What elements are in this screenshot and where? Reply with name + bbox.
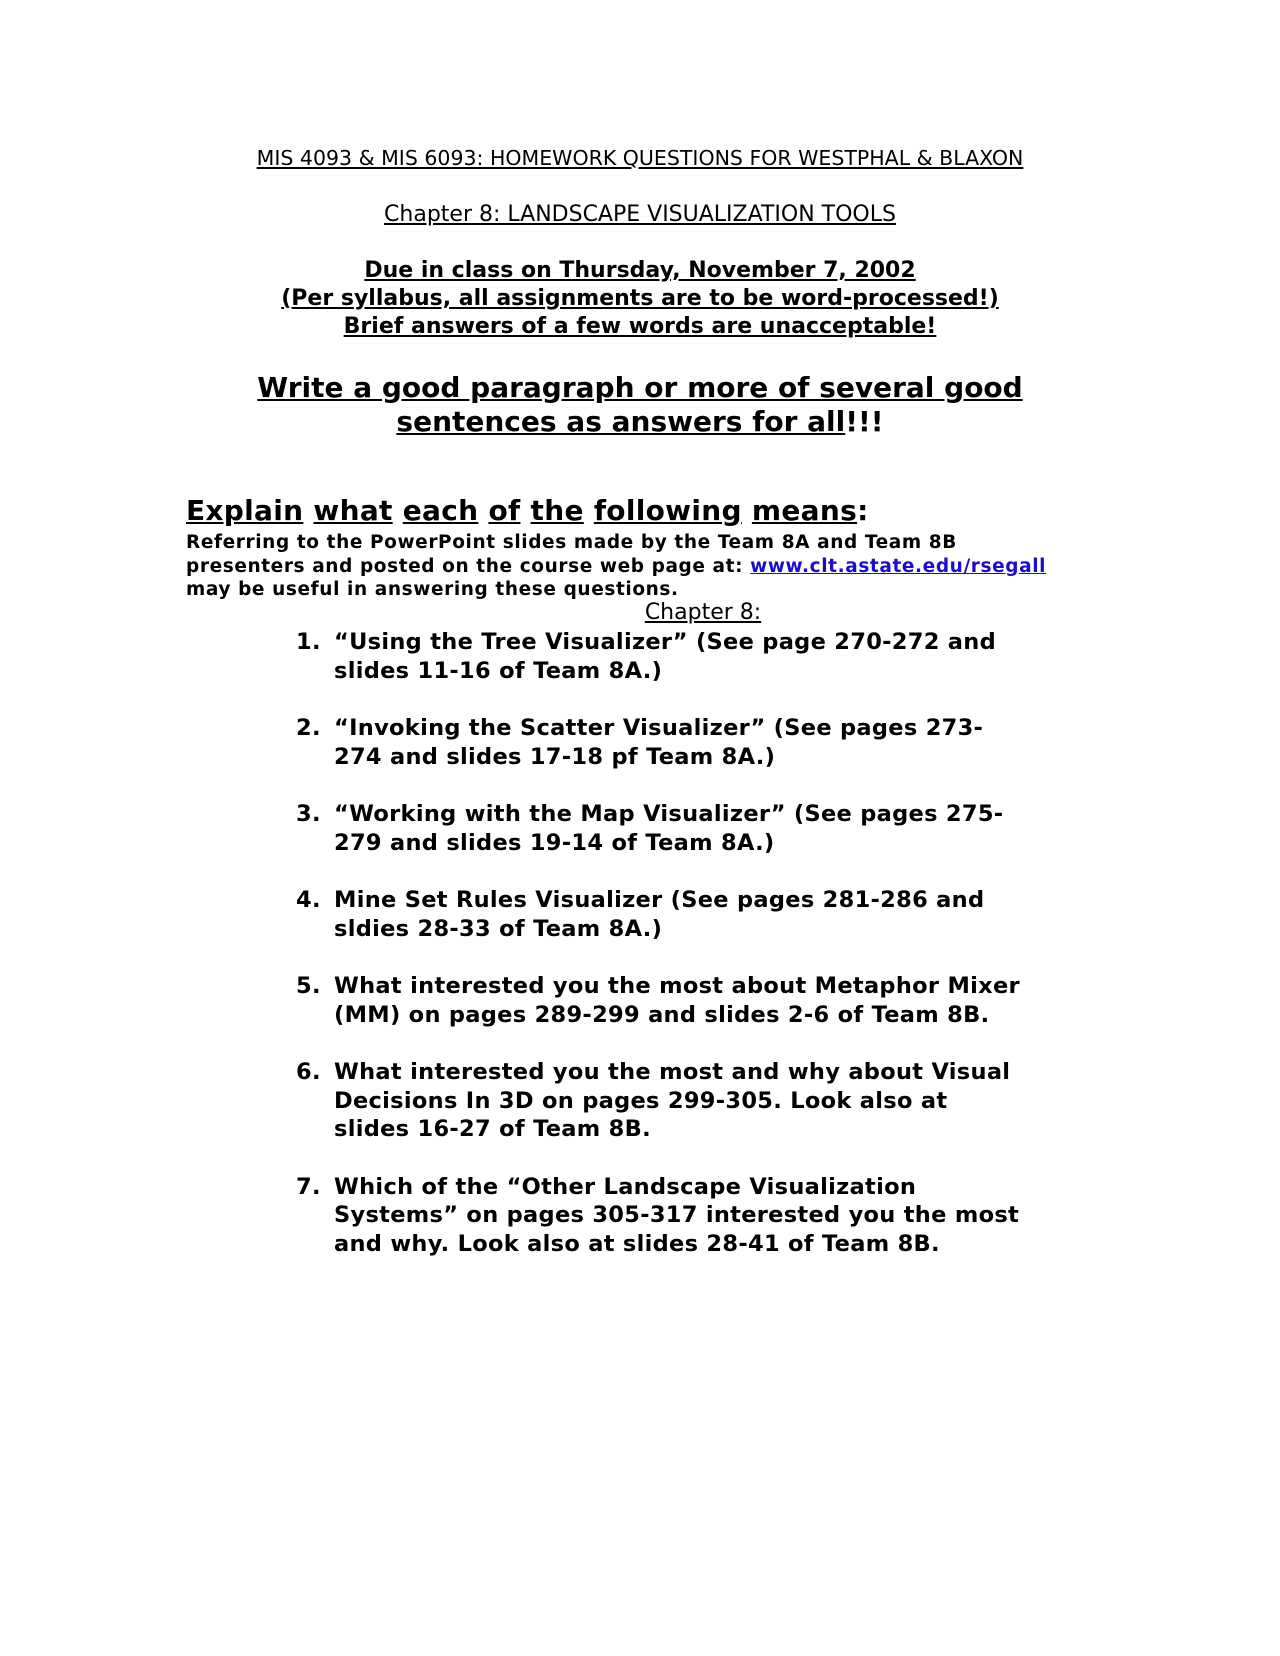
course-title: MIS 4093 & MIS 6093: HOMEWORK QUESTIONS FOR WESTPHAL & BLAXON — [256, 146, 1024, 170]
question-number: 5. — [296, 973, 321, 999]
question-number: 6. — [296, 1059, 321, 1085]
explain-word: what — [313, 494, 393, 527]
question-text-line: slides 11-16 of Team 8A.) — [334, 657, 663, 684]
question-text-line: What interested you the most about Metaphor Mixer — [334, 973, 1020, 999]
write-instruction-line2 — [0, 405, 1280, 439]
question-text-line: Which of the “Other Landscape Visualization — [334, 1173, 917, 1200]
reference-line1: Referring to the PowerPoint slides made by the Team 8A and Team 8B — [186, 532, 957, 553]
write-instruction-exclaim: !!! — [845, 405, 884, 438]
reference-line2-text: presenters and posted on the course web page at: — [186, 555, 744, 577]
question-number: 2. — [296, 715, 321, 741]
chapter-title: Chapter 8: LANDSCAPE VISUALIZATION TOOLS — [384, 202, 896, 227]
question-text-line: Systems” on pages 305-317 interested you the most — [334, 1202, 1020, 1228]
question-number: 7. — [296, 1173, 321, 1200]
list-item — [296, 800, 1096, 857]
reference-note — [186, 531, 1046, 602]
explain-word: Explain — [186, 494, 304, 527]
list-item — [296, 886, 1096, 943]
chapter-label: Chapter 8: — [644, 600, 762, 625]
question-text-line: 279 and slides 19-14 of Team 8A.) — [334, 829, 775, 856]
explain-word: following — [593, 494, 742, 527]
explain-word: each — [402, 494, 479, 527]
explain-heading — [186, 494, 869, 527]
course-web-page-link[interactable]: www.clt.astate.edu/rsegall — [750, 555, 1047, 577]
question-text-line: slides 16-27 of Team 8B. — [334, 1116, 651, 1142]
list-item — [296, 1173, 1096, 1259]
explain-word: of — [488, 494, 521, 527]
due-notice — [0, 257, 1280, 341]
explain-word: means — [751, 494, 858, 527]
list-item — [296, 714, 1096, 771]
question-number: 1. — [296, 629, 321, 655]
reference-line2 — [186, 555, 1046, 579]
word-processed-line: (Per syllabus, all assignments are to be word-processed!) — [281, 286, 999, 311]
question-text-line: “Working with the Map Visualizer” (See pages 275- — [334, 801, 1004, 827]
question-number: 3. — [296, 801, 321, 827]
question-text-line: What interested you the most and why about Visual — [334, 1059, 1011, 1085]
question-text-line: Mine Set Rules Visualizer (See pages 281-286 and — [334, 887, 985, 913]
explain-word: the — [530, 494, 584, 527]
write-instruction-underlined: sentences as answers for all — [396, 405, 846, 438]
write-instruction — [0, 371, 1280, 439]
write-instruction-line1: Write a good paragraph or more of several good — [257, 371, 1023, 404]
question-text-line: Decisions In 3D on pages 299-305. Look also at — [334, 1087, 948, 1114]
due-date-line: Due in class on Thursday, November 7, 2002 — [364, 258, 916, 283]
question-text-line: “Invoking the Scatter Visualizer” (See pages 273- — [334, 715, 984, 741]
question-text-line: and why. Look also at slides 28-41 of Team 8B. — [334, 1230, 940, 1257]
list-item — [296, 972, 1096, 1029]
list-item — [296, 628, 1096, 685]
question-list — [296, 628, 1096, 1287]
question-text-line: 274 and slides 17-18 pf Team 8A.) — [334, 743, 776, 770]
question-text-line: “Using the Tree Visualizer” (See page 270-272 and — [334, 629, 996, 655]
brief-answers-line: Brief answers of a few words are unacceptable! — [343, 314, 937, 339]
reference-line3: may be useful in answering these questions. — [186, 579, 679, 600]
explain-colon: : — [857, 494, 869, 527]
question-text-line: sldies 28-33 of Team 8A.) — [334, 915, 663, 942]
question-number: 4. — [296, 887, 321, 913]
question-text-line: (MM) on pages 289-299 and slides 2-6 of Team 8B. — [334, 1001, 990, 1028]
list-item — [296, 1058, 1096, 1144]
